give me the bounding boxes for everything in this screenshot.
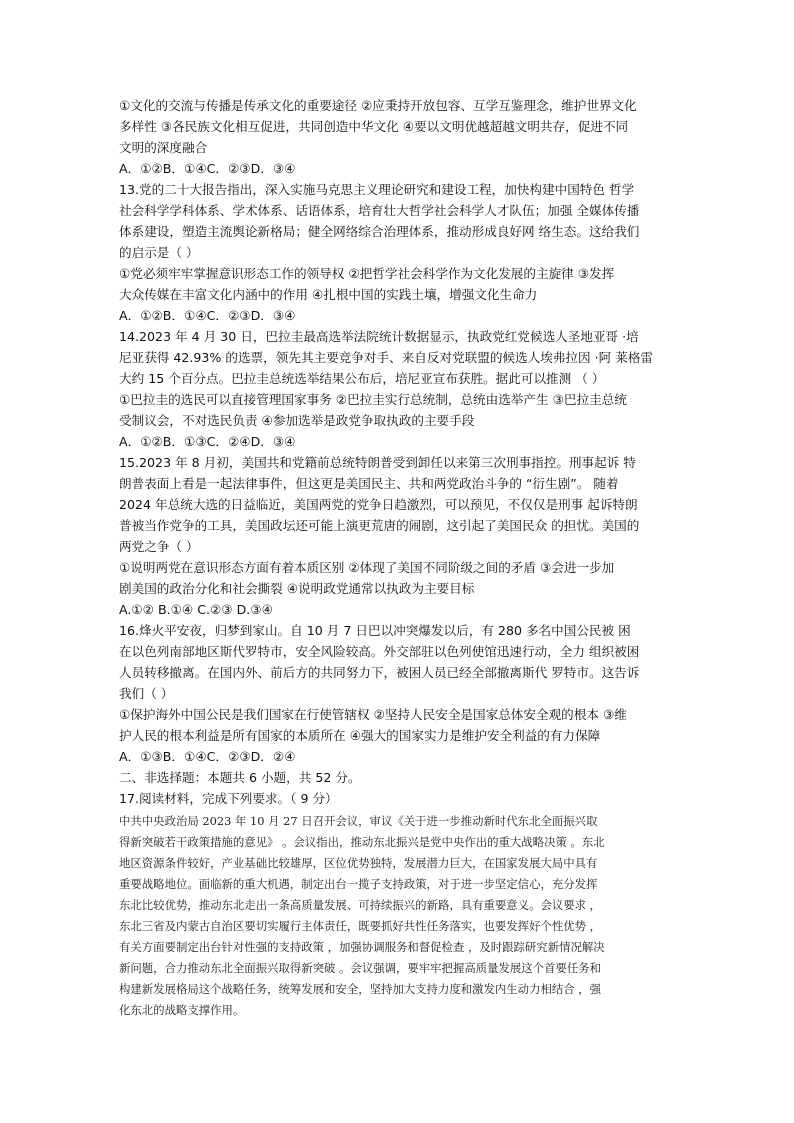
question-16: 16.烽火平安夜，归梦到家山。自 10 月 7 日巴以冲突爆发以后，有 280 多名中国公民被 困 [119, 623, 631, 638]
question-13: 13.党的二十大报告指出，深入实施马克思主义理论研究和建设工程，加快构建中国特色 哲学 [119, 182, 635, 197]
text-line: ①文化的交流与传播是传承文化的重要途径 ②应秉持开放包容、互学互鉴理念，维护世界文化 [119, 98, 637, 113]
text-line: 文明的深度融合 [119, 140, 208, 155]
material-line: 构建新发展格局这个战略任务，统筹发展和安全，坚持加大支持力度和激发内生动力相结合 ，强 [119, 982, 602, 996]
text-line: 的启示是（ ） [119, 245, 199, 260]
text-line: 剧美国的政治分化和社会撕裂 ④说明政党通常以执政为主要目标 [119, 581, 475, 596]
material-line: 东北三省及内蒙古自治区要切实履行主体责任，既要抓好共性任务落实，也要发挥好个性优势 ， [119, 919, 602, 933]
answer-options: A．①②B．①③C．②④D．③④ [119, 434, 296, 449]
text-line: 大众传媒在丰富文化内涵中的作用 ④扎根中国的实践土壤，增强文化生命力 [119, 287, 538, 302]
material-line: 得新突破若干政策措施的意见》 。会议指出，推动东北振兴是党中央作出的重大战略决策 。东北 [119, 835, 605, 849]
question-15: 15.2023 年 8 月初，美国共和党籍前总统特朗普受到卸任以来第三次刑事指控。刑事起诉 特 [119, 455, 636, 470]
question-17: 17.阅读材料，完成下列要求。（ 9 分） [119, 791, 338, 806]
text-line: 护人民的根本利益是所有国家的本质所在 ④强大的国家实力是维护安全利益的有力保障 [119, 728, 601, 743]
text-line: 我们（ ） [119, 686, 174, 701]
question-14: 14.2023 年 4 月 30 日，巴拉圭最高选举法院统计数据显示，执政党红党候选人圣地亚哥 ·培 [119, 329, 639, 344]
text-line: 体系建设，塑造主流舆论新格局；健全网络综合治理体系，推动形成良好网 络生态。这给我们 [119, 224, 640, 239]
material-line: 新问题，合力推动东北全面振兴取得新突破 。会议强调，要牢牢把握高质量发展这个首要任务和 [119, 961, 602, 975]
text-line: ①党必须牢牢掌握意识形态工作的领导权 ②把哲学社会科学作为文化发展的主旋律 ③发挥 [119, 266, 615, 281]
material-line: 重要战略地位。面临新的重大机遇，制定出台一揽子支持政策，对于进一步坚定信心，充分发挥 [119, 877, 598, 891]
answer-options: A．①③B．①④C．②③D．②④ [119, 749, 296, 764]
answer-options: A．①②B．①④C．②③D．③④ [119, 308, 296, 323]
material-line: 中共中央政治局 2023 年 10 月 27 日召开会议，审议《关于进一步推动新时代东北全面振兴取 [119, 814, 598, 828]
text-line: ①说明两党在意识形态方面有着本质区别 ②体现了美国不同阶级之间的矛盾 ③会进一步加 [119, 560, 615, 575]
text-line: 大约 15 个百分点。巴拉圭总统选举结果公布后，培尼亚宣布获胜。据此可以推测 （ ） [119, 371, 605, 386]
text-line: 朗普表面上看是一起法律事件，但这更是美国民主、共和两党政治斗争的 “衍生剧”。 随着 [119, 476, 619, 491]
answer-options: A.①② B.①④ C.②③ D.③④ [119, 602, 273, 617]
material-line: 地区资源条件较好，产业基础比较雄厚，区位优势独特，发展潜力巨大，在国家发展大局中具有 [119, 856, 598, 870]
section-heading: 二、非选择题：本题共 6 小题，共 52 分。 [119, 770, 361, 785]
text-line: 两党之争（ ） [119, 539, 199, 554]
text-line: ①保护海外中国公民是我们国家在行使管辖权 ②坚持人民安全是国家总体安全观的根本 ③维 [119, 707, 627, 722]
text-line: ①巴拉圭的选民可以直接管理国家事务 ②巴拉圭实行总统制，总统由选举产生 ③巴拉圭总统 [119, 392, 627, 407]
text-line: 社会科学学科体系、学术体系、话语体系，培育壮大哲学社会科学人才队伍；加强 全媒体传播 [119, 203, 640, 218]
material-line: 有关方面要制定出台针对性强的支持政策 ，加强协调服务和督促检查 ，及时跟踪研究新情况解决 [119, 940, 605, 954]
text-line: 尼亚获得 42.93% 的选票，领先其主要竞争对手、来自反对党联盟的候选人埃弗拉因 ·阿 莱格雷 [119, 350, 654, 365]
text-line: 受制议会，不对选民负责 ④参加选举是政党争取执政的主要手段 [119, 413, 475, 428]
text-line: 2024 年总统大选的日益临近，美国两党的党争日趋激烈，可以预见，不仅仅是刑事 起诉特朗 [119, 497, 638, 512]
material-line: 东北比较优势，推动东北走出一条高质量发展、可持续振兴的新路，具有重要意义。会议要求 ， [119, 898, 602, 912]
text-line: 普被当作党争的工具，美国政坛还可能上演更荒唐的闹剧，这引起了美国民众 的担忧。美国的 [119, 518, 640, 533]
text-line: 在以色列南部地区斯代罗特市，安全风险较高。外交部驻以色列使馆迅速行动，全力 组织被困 [119, 644, 640, 659]
text-line: 多样性 ③各民族文化相互促进，共同创造中华文化 ④要以文明优越超越文明共存，促进不同 [119, 119, 629, 134]
text-line: 人员转移撤离。在国内外、前后方的共同努力下，被困人员已经全部撤离斯代 罗特市。这告诉 [119, 665, 640, 680]
answer-options: A．①②B．①④C．②③D．③④ [119, 161, 296, 176]
material-line: 化东北的战略支撑作用。 [119, 1003, 245, 1017]
